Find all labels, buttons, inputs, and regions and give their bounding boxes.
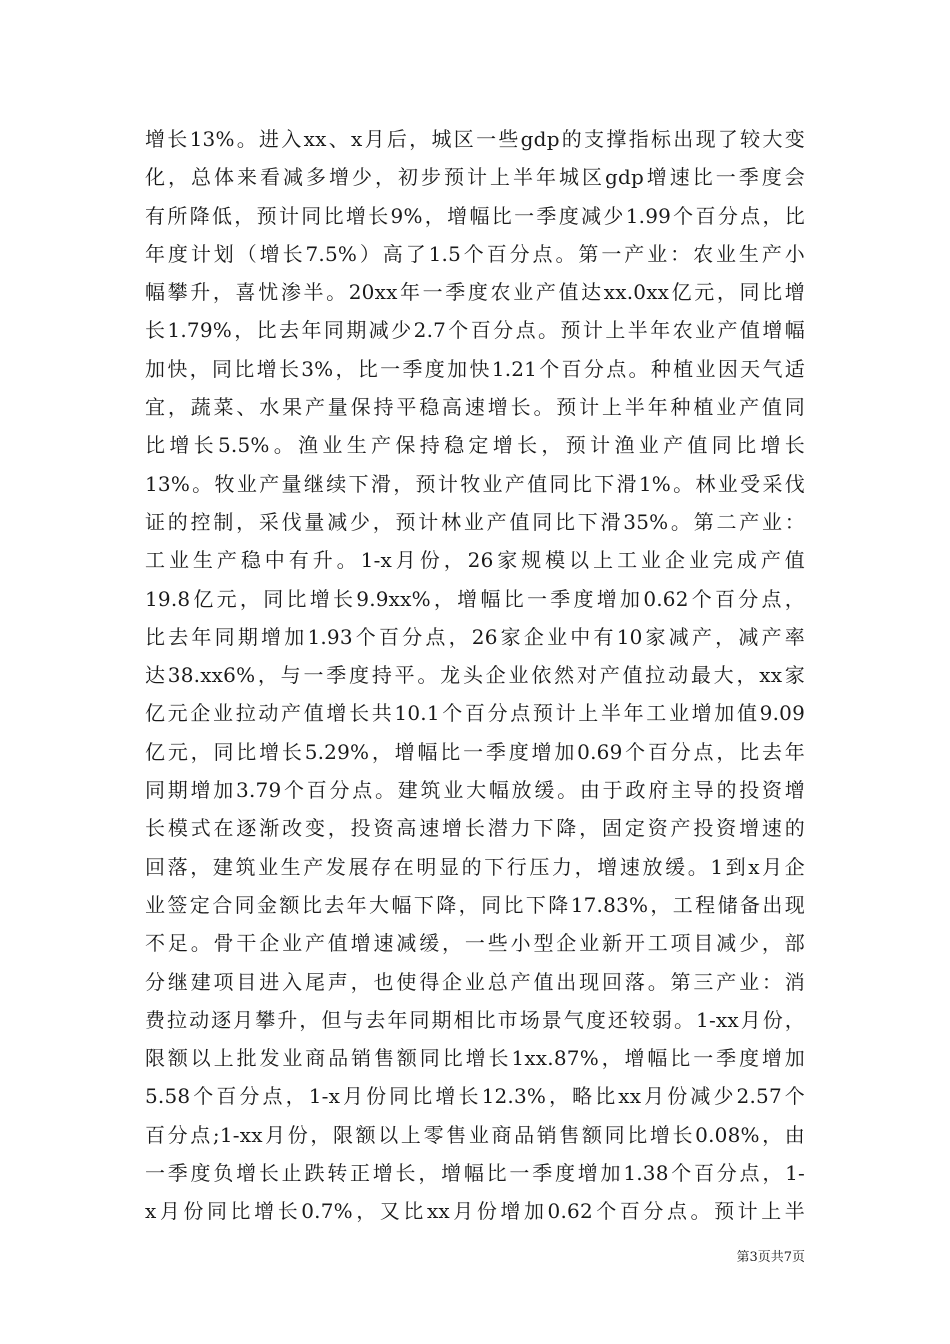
text-line: 亿元，同比增长5.29%，增幅比一季度增加0.69个百分点，比去年 [145, 739, 805, 764]
text-line: x月份同比增长0.7%，又比xx月份增加0.62个百分点。预计上半 [145, 1199, 805, 1224]
text-line: 宜，蔬菜、水果产量保持平稳高速增长。预计上半年种植业产值同 [145, 395, 805, 420]
text-line: 有所降低，预计同比增长9%，增幅比一季度减少1.99个百分点，比 [145, 203, 805, 228]
text-line: 亿元企业拉动产值增长共10.1个百分点预计上半年工业增加值9.09 [145, 701, 805, 726]
body-paragraph [145, 120, 805, 1231]
text-line: 分继建项目进入尾声，也使得企业总产值出现回落。第三产业：消 [145, 969, 805, 994]
text-line: 年度计划（增长7.5%）高了1.5个百分点。第一产业：农业生产小 [145, 241, 805, 266]
text-line: 幅攀升，喜忧渗半。20xx年一季度农业产值达xx.0xx亿元，同比增 [145, 280, 805, 305]
text-line: 限额以上批发业商品销售额同比增长1xx.87%，增幅比一季度增加 [145, 1046, 805, 1071]
text-line: 证的控制，采伐量减少，预计林业产值同比下滑35%。第二产业： [145, 509, 805, 534]
text-line: 5.58个百分点，1-x月份同比增长12.3%，略比xx月份减少2.57个 [145, 1084, 805, 1109]
text-line: 长1.79%，比去年同期减少2.7个百分点。预计上半年农业产值增幅 [145, 318, 805, 343]
text-line: 加快，同比增长3%，比一季度加快1.21个百分点。种植业因天气适 [145, 356, 805, 381]
text-line: 比去年同期增加1.93个百分点，26家企业中有10家减产，减产率 [145, 624, 805, 649]
text-line: 回落，建筑业生产发展存在明显的下行压力，增速放缓。1到x月企 [145, 854, 805, 879]
text-line: 百分点;1-xx月份，限额以上零售业商品销售额同比增长0.08%，由 [145, 1122, 805, 1147]
text-line: 达38.xx6%，与一季度持平。龙头企业依然对产值拉动最大，xx家 [145, 663, 805, 688]
text-line: 不足。骨干企业产值增速减缓，一些小型企业新开工项目减少，部 [145, 931, 805, 956]
text-line: 化，总体来看减多增少，初步预计上半年城区gdp增速比一季度会 [145, 165, 805, 190]
text-line: 13%。牧业产量继续下滑，预计牧业产值同比下滑1%。林业受采伐 [145, 471, 805, 496]
text-line: 长模式在逐渐改变，投资高速增长潜力下降，固定资产投资增速的 [145, 816, 805, 841]
page-number: 第3页共7页 [736, 1250, 805, 1265]
text-line: 业签定合同金额比去年大幅下降，同比下降17.83%，工程储备出现 [145, 892, 805, 917]
text-line: 一季度负增长止跌转正增长，增幅比一季度增加1.38个百分点，1- [145, 1161, 805, 1186]
text-line: 比增长5.5%。渔业生产保持稳定增长，预计渔业产值同比增长 [145, 433, 805, 458]
text-line: 费拉动逐月攀升，但与去年同期相比市场景气度还较弱。1-xx月份， [145, 1007, 805, 1032]
text-line: 19.8亿元，同比增长9.9xx%，增幅比一季度增加0.62个百分点， [145, 586, 805, 611]
text-line: 工业生产稳中有升。1-x月份，26家规模以上工业企业完成产值 [145, 548, 805, 573]
text-line: 同期增加3.79个百分点。建筑业大幅放缓。由于政府主导的投资增 [145, 778, 805, 803]
text-line: 增长13%。进入xx、x月后，城区一些gdp的支撑指标出现了较大变 [145, 127, 805, 151]
